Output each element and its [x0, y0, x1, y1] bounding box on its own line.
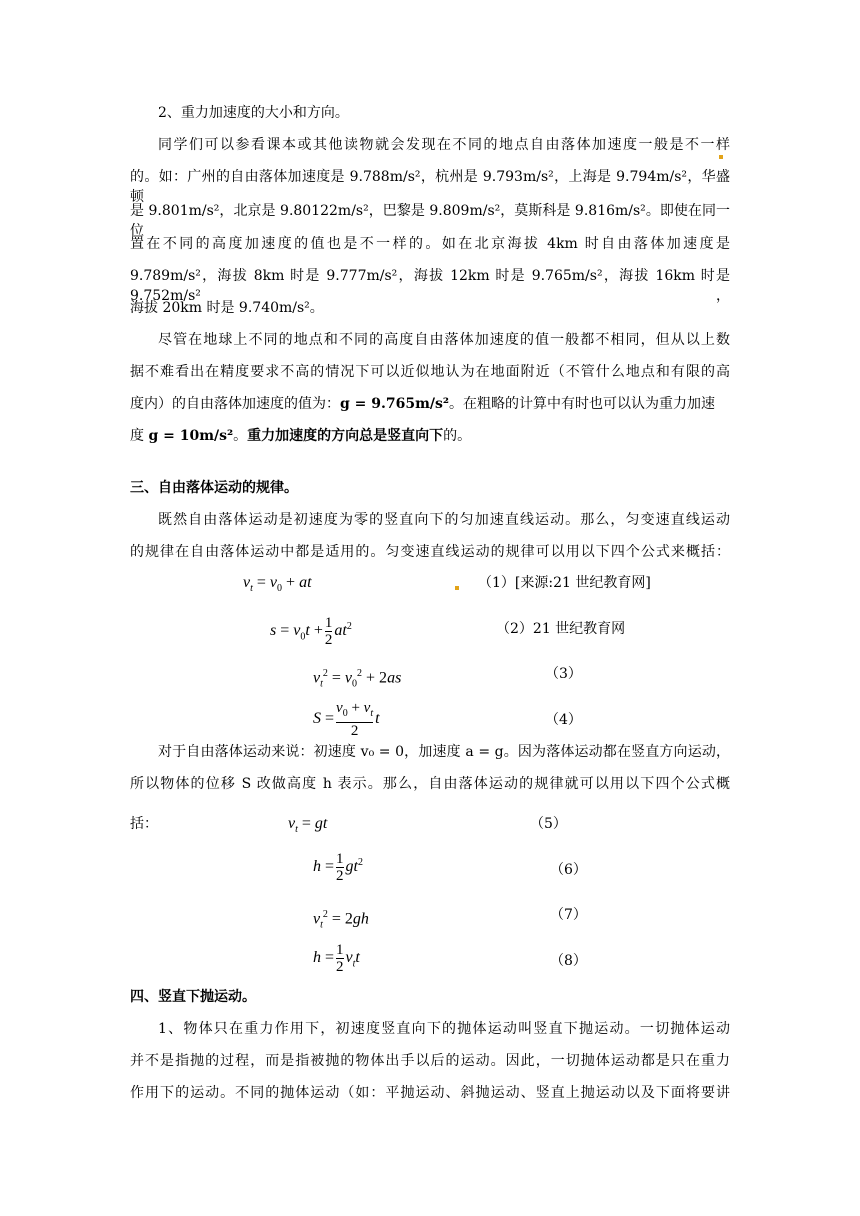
- equation-number: （3）: [545, 666, 582, 682]
- paragraph-line: 同学们可以参看课本或其他读物就会发现在不同的地点自由落体加速度一般是不一样: [158, 137, 730, 153]
- paragraph-line: 的。如：广州的自由落体加速度是 9.788m/s²，杭州是 9.793m/s²，上海是 9.794m/s²，华盛顿: [130, 169, 730, 205]
- paragraph-line: 的规律在自由落体运动中都是适用的。匀变速直线运动的规律可以用以下四个公式来概括：: [130, 544, 730, 560]
- bold-value: g = 9.765m/s²: [340, 396, 450, 412]
- paragraph-line: 是 9.801m/s²，北京是 9.80122m/s²，巴黎是 9.809m/s²，莫斯科是 9.816m/s²。即使在同一位: [130, 203, 730, 239]
- text: 。: [233, 428, 248, 444]
- equation-number: （7）: [550, 907, 587, 923]
- paragraph-line: 作用下的运动。不同的抛体运动（如：平抛运动、斜抛运动、竖直上抛运动以及下面将要讲: [130, 1085, 730, 1101]
- paragraph-line: 1、物体只在重力作用下，初速度竖直向下的抛体运动叫竖直下抛运动。一切抛体运动: [158, 1021, 730, 1037]
- equation-number: （8）: [550, 953, 587, 969]
- paragraph-line: 据不难看出在精度要求不高的情况下可以近似地认为在地面附近（不管什么地点和有限的高: [130, 364, 730, 380]
- paragraph-line: 海拔 20km 时是 9.740m/s²。: [130, 300, 324, 316]
- paragraph-line: [130, 394, 730, 414]
- section-heading: 2、重力加速度的大小和方向。: [158, 105, 349, 121]
- section-heading: 四、竖直下抛运动。: [130, 989, 256, 1005]
- paragraph-line: 尽管在地球上不同的地点和不同的高度自由落体加速度的值一般都不相同，但从以上数: [158, 332, 730, 348]
- equation-1: $v_t = v_0$ + at: [243, 574, 312, 595]
- paragraph-line: 9.789m/s²，海拔 8km 时是 9.777m/s²，海拔 12km 时是 9.765m/s²，海拔 16km 时是 9.752m/s²，: [130, 268, 730, 304]
- paragraph-line: 置在不同的高度加速度的值也是不一样的。如在北京海拔 4km 时自由落体加速度是: [130, 236, 730, 252]
- paragraph-line: 对于自由落体运动来说：初速度 v₀ = 0，加速度 a = g。因为落体运动都在竖直方向运动，: [158, 744, 730, 760]
- paragraph-line: 既然自由落体运动是初速度为零的竖直向下的匀加速直线运动。那么，匀变速直线运动: [158, 512, 730, 528]
- paragraph-line: 括：: [130, 816, 158, 832]
- equation-4: S = $\frac{v_0 + v_t}{2}$ t: [313, 700, 380, 739]
- equation-number: （2）21 世纪教育网: [496, 621, 626, 637]
- text: 。在粗略的计算中有时也可以认为重力加速: [449, 396, 716, 412]
- equation-3: $v_t^2 = v_0^2 + 2as$: [313, 668, 402, 690]
- marker-dot: [719, 155, 723, 159]
- paragraph-line: 并不是指抛的过程，而是指被抛的物体出手以后的运动。因此，一切抛体运动都是只在重力: [130, 1053, 730, 1069]
- text: 的。: [443, 428, 472, 444]
- equation-number: （4）: [545, 712, 582, 728]
- equation-8: h = $\frac{1}{2}$ $v_tt$: [313, 942, 360, 975]
- paragraph-line: [130, 426, 730, 446]
- marker-dot: [455, 586, 459, 590]
- equation-7: $v_t^2 = 2gh$: [313, 909, 369, 931]
- equation-number: （5）: [530, 816, 567, 832]
- text: 度: [130, 428, 149, 444]
- text: 度内）的自由落体加速度的值为：: [130, 396, 340, 412]
- equation-number: （1）[来源:21 世纪教育网]: [478, 575, 651, 591]
- equation-number: （6）: [550, 862, 587, 878]
- bold-value: g = 10m/s²: [148, 428, 234, 444]
- equation-5: $v_t$ = gt: [288, 815, 328, 836]
- bold-text: 重力加速度的方向总是竖直向下: [247, 428, 444, 444]
- section-heading: 三、自由落体运动的规律。: [130, 480, 298, 496]
- equation-2: $s = v_0t$ + $\frac{1}{2}$ $at^2$: [270, 615, 352, 648]
- paragraph-line: 所以物体的位移 S 改做高度 h 表示。那么，自由落体运动的规律就可以用以下四个公式概: [130, 776, 730, 792]
- equation-6: h = $\frac{1}{2}$ $gt^2$: [313, 851, 363, 884]
